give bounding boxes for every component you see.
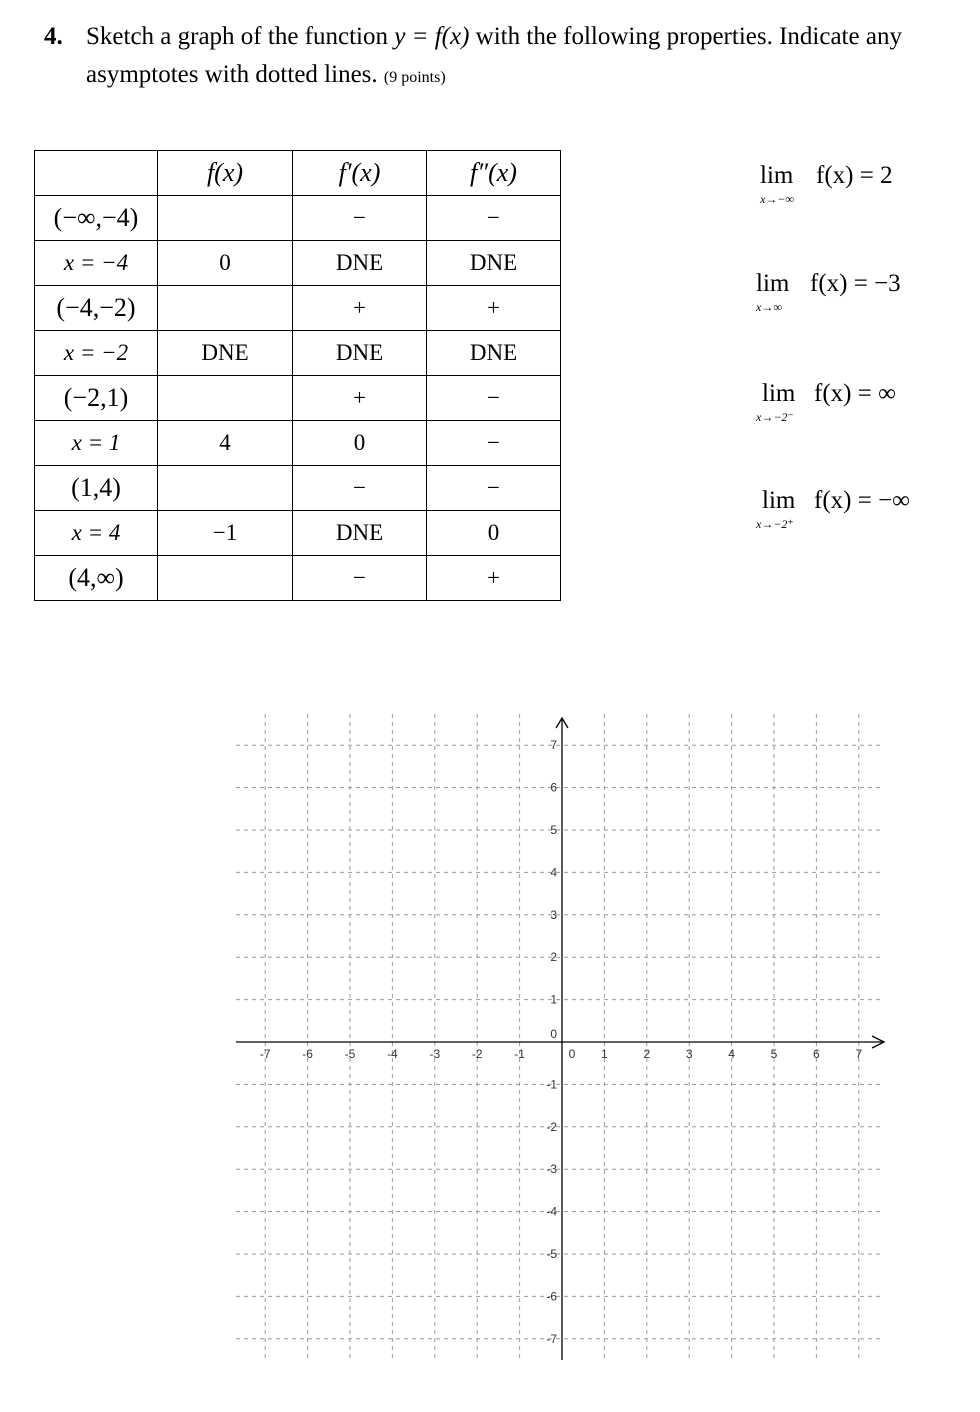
- table-header-row: [35, 151, 561, 196]
- y-tick-label: 5: [550, 823, 557, 837]
- function-expression: y = f(x): [394, 23, 470, 50]
- table-row: [35, 511, 561, 556]
- x-tick-label: -3: [429, 1047, 441, 1061]
- lim-subscript: x→−2⁺: [756, 517, 794, 531]
- row-label: (−2,1): [35, 376, 158, 421]
- coordinate-grid[interactable]: [0, 700, 980, 1380]
- points-label: (9 points): [383, 69, 446, 86]
- x-tick-label: -1: [514, 1047, 525, 1061]
- y-tick-label: 6: [550, 780, 557, 795]
- y-tick-label: -3: [546, 1162, 557, 1177]
- row-label: (1,4): [35, 466, 158, 511]
- row-label: (−4,−2): [35, 286, 158, 331]
- table-row: [35, 241, 561, 286]
- limit-pos-infinity: [756, 270, 956, 320]
- fp-cell: DNE: [293, 331, 427, 376]
- fpp-cell: +: [427, 286, 561, 331]
- fpp-cell: −: [427, 196, 561, 241]
- x-tick-label: 5: [770, 1047, 778, 1061]
- row-label: (−∞,−4): [35, 196, 158, 241]
- fpp-cell: −: [427, 421, 561, 466]
- lim-expression: f(x) = −∞: [814, 487, 910, 514]
- y-tick-label: -7: [546, 1331, 557, 1346]
- y-tick-label: 2: [550, 950, 557, 965]
- fp-cell: −: [293, 556, 427, 601]
- question-line-1: [86, 18, 980, 56]
- header-cell: f′(x): [293, 151, 427, 196]
- question-number: 4.: [44, 23, 63, 50]
- y-tick-label: 4: [550, 865, 557, 880]
- fp-cell: DNE: [293, 241, 427, 286]
- f-cell: −1: [158, 511, 293, 556]
- f-cell: DNE: [158, 331, 293, 376]
- lim-word: lim: [762, 487, 796, 514]
- lim-word: lim: [756, 270, 790, 297]
- table-row: [35, 286, 561, 331]
- grid-lines: [236, 714, 884, 1362]
- x-tick-label: 4: [728, 1047, 735, 1061]
- question-line1-pre: Sketch a graph of the function: [86, 23, 395, 50]
- x-tick-label: -2: [471, 1047, 483, 1061]
- fpp-cell: −: [427, 466, 561, 511]
- table-row: [35, 421, 561, 466]
- question-line-2: [86, 56, 446, 97]
- lim-subscript: x→−∞: [760, 192, 794, 206]
- lim-word: lim: [762, 380, 796, 407]
- row-label: x = 4: [35, 511, 158, 556]
- fpp-cell: +: [427, 556, 561, 601]
- x-tick-label: 1: [601, 1047, 608, 1061]
- header-cell: f(x): [158, 151, 293, 196]
- y-tick-label: -6: [546, 1289, 557, 1304]
- y-tick-label: 7: [550, 738, 557, 753]
- question-line1-post: with the following properties. Indicate any: [469, 23, 902, 50]
- table-row: [35, 331, 561, 376]
- fp-cell: +: [293, 376, 427, 421]
- row-label: x = −4: [35, 241, 158, 286]
- question-line2-text: asymptotes with dotted lines.: [86, 61, 378, 88]
- y-tick-label: 0: [550, 1027, 557, 1041]
- y-tick-label: -5: [546, 1247, 557, 1261]
- x-tick-labels: [260, 1047, 863, 1061]
- lim-word: lim: [760, 162, 794, 189]
- axes: [236, 718, 884, 1360]
- fpp-cell: 0: [427, 511, 561, 556]
- limit-neg-infinity: [760, 162, 960, 212]
- row-label: x = 1: [35, 421, 158, 466]
- y-tick-label: -4: [546, 1204, 557, 1219]
- x-tick-label: -5: [344, 1047, 356, 1061]
- limit-left-of-neg2: [756, 380, 962, 430]
- x-tick-label: 3: [685, 1047, 693, 1061]
- lim-expression: f(x) = 2: [816, 162, 893, 189]
- fp-cell: +: [293, 286, 427, 331]
- x-tick-label: -4: [387, 1047, 398, 1061]
- header-cell: [35, 151, 158, 196]
- y-tick-label: 3: [550, 907, 557, 922]
- x-tick-label: 2: [643, 1047, 651, 1061]
- f-cell: [158, 466, 293, 511]
- fpp-cell: −: [427, 376, 561, 421]
- fp-cell: −: [293, 196, 427, 241]
- x-tick-label: -6: [302, 1047, 313, 1061]
- f-cell: [158, 196, 293, 241]
- table-row: [35, 196, 561, 241]
- fp-cell: −: [293, 466, 427, 511]
- f-cell: [158, 286, 293, 331]
- limit-right-of-neg2: [756, 487, 962, 537]
- fpp-cell: DNE: [427, 331, 561, 376]
- lim-expression: f(x) = −3: [810, 270, 901, 297]
- lim-expression: f(x) = ∞: [814, 380, 896, 407]
- x-tick-label: -7: [259, 1047, 271, 1061]
- x-tick-label: 6: [813, 1047, 820, 1061]
- y-tick-label: 1: [550, 992, 557, 1007]
- lim-subscript: x→−2⁻: [756, 410, 794, 424]
- f-cell: [158, 556, 293, 601]
- table-row: [35, 556, 561, 601]
- properties-table: [34, 150, 561, 601]
- f-cell: [158, 376, 293, 421]
- row-label: (4,∞): [35, 556, 158, 601]
- x-tick-label: 0: [568, 1047, 576, 1061]
- table-row: [35, 466, 561, 511]
- fpp-cell: DNE: [427, 241, 561, 286]
- fp-cell: DNE: [293, 511, 427, 556]
- table-row: [35, 376, 561, 421]
- f-cell: 4: [158, 421, 293, 466]
- row-label: x = −2: [35, 331, 158, 376]
- f-cell: 0: [158, 241, 293, 286]
- y-tick-label: -1: [546, 1077, 557, 1092]
- fp-cell: 0: [293, 421, 427, 466]
- x-tick-label: 7: [855, 1047, 863, 1061]
- y-tick-label: -2: [546, 1119, 557, 1134]
- header-cell: f″(x): [427, 151, 561, 196]
- lim-subscript: x→∞: [756, 300, 782, 314]
